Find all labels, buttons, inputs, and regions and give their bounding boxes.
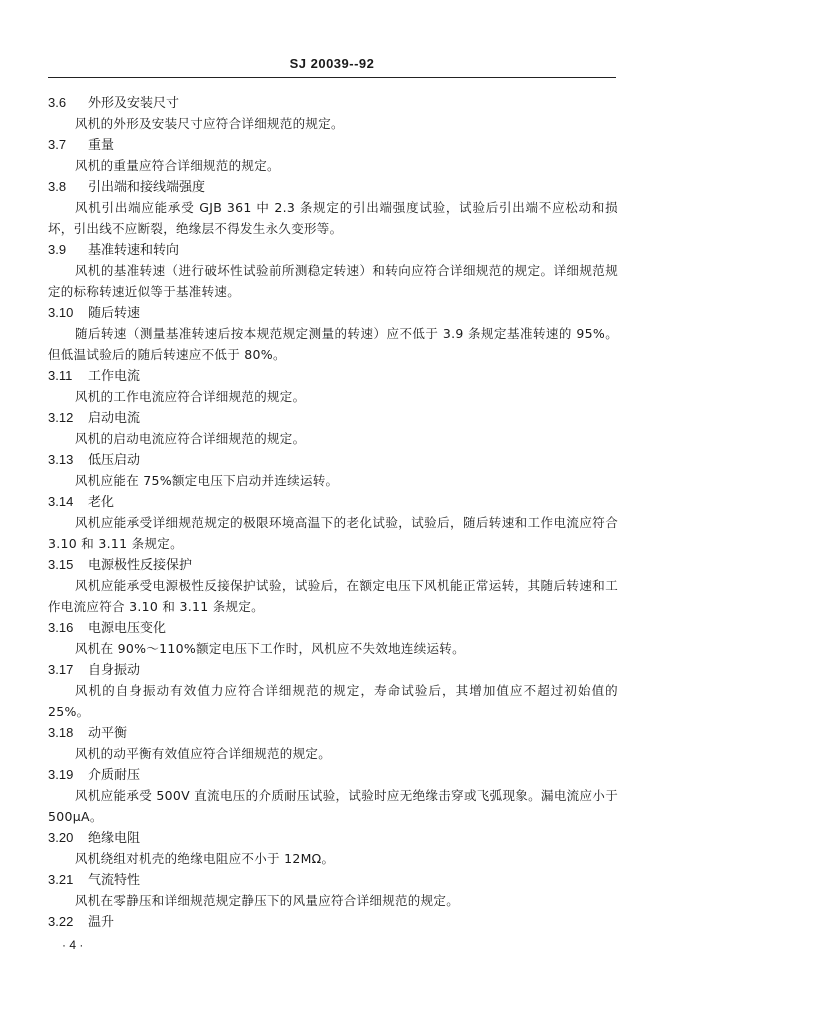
section bbox=[48, 491, 618, 554]
section-paragraph: 风机的自身振动有效值力应符合详细规范的规定，寿命试验后，其增加值应不超过初始值的 25%。 bbox=[48, 683, 618, 719]
section bbox=[48, 722, 618, 764]
section-paragraph: 风机应能在 75%额定电压下启动并连续运转。 bbox=[75, 473, 339, 488]
section bbox=[48, 407, 618, 449]
section bbox=[48, 764, 618, 827]
section-title: 介质耐压 bbox=[88, 768, 141, 783]
section-title: 老化 bbox=[88, 495, 115, 510]
section-number: 3.21 bbox=[48, 872, 74, 887]
section-heading bbox=[48, 92, 618, 113]
section-number: 3.9 bbox=[48, 242, 67, 257]
section bbox=[48, 827, 618, 869]
section bbox=[48, 869, 618, 911]
section-title: 绝缘电阻 bbox=[88, 831, 141, 846]
section-number: 3.22 bbox=[48, 914, 74, 929]
section-paragraph: 风机应能承受电源极性反接保护试验，试验后，在额定电压下风机能正常运转，其随后转速和工作电流应符合 3.10 和 3.11 条规定。 bbox=[48, 578, 618, 614]
section bbox=[48, 134, 618, 176]
section-title: 电源电压变化 bbox=[88, 621, 167, 636]
section-paragraph: 风机引出端应能承受 GJB 361 中 2.3 条规定的引出端强度试验，试验后引出端不应松动和损坏，引出线不应断裂，绝缘层不得发生永久变形等。 bbox=[48, 200, 618, 236]
section-paragraph: 风机在 90%～110%额定电压下工作时，风机应不失效地连续运转。 bbox=[75, 641, 465, 656]
section bbox=[48, 449, 618, 491]
section-number: 3.19 bbox=[48, 767, 74, 782]
section-number: 3.8 bbox=[48, 179, 67, 194]
section-title: 低压启动 bbox=[88, 453, 141, 468]
section-number: 3.7 bbox=[48, 137, 67, 152]
section-heading bbox=[48, 365, 618, 386]
section-paragraph: 风机应能承受详细规范规定的极限环境高温下的老化试验，试验后，随后转速和工作电流应符合 3.10 和 3.11 条规定。 bbox=[48, 515, 618, 551]
section bbox=[48, 554, 618, 617]
section-paragraph: 风机的动平衡有效值应符合详细规范的规定。 bbox=[75, 746, 332, 761]
section-title: 随后转速 bbox=[88, 306, 141, 321]
section-number: 3.11 bbox=[48, 368, 73, 383]
section-paragraph: 风机的外形及安装尺寸应符合详细规范的规定。 bbox=[75, 116, 344, 131]
section bbox=[48, 659, 618, 722]
section bbox=[48, 302, 618, 365]
section bbox=[48, 617, 618, 659]
section-title: 引出端和接线端强度 bbox=[88, 180, 206, 195]
section bbox=[48, 92, 618, 134]
section-heading bbox=[48, 659, 618, 680]
section-number: 3.15 bbox=[48, 557, 74, 572]
section-heading bbox=[48, 869, 618, 890]
section-heading bbox=[48, 176, 618, 197]
section-paragraph: 随后转速（测量基准转速后按本规范规定测量的转速）应不低于 3.9 条规定基准转速的 95%。但低温试验后的随后转速应不低于 80%。 bbox=[48, 326, 618, 362]
section-paragraph: 风机在零静压和详细规范规定静压下的风量应符合详细规范的规定。 bbox=[75, 893, 460, 908]
section-heading bbox=[48, 491, 618, 512]
section-number: 3.17 bbox=[48, 662, 74, 677]
header-rule bbox=[48, 77, 616, 78]
section-number: 3.6 bbox=[48, 95, 67, 110]
section-heading bbox=[48, 239, 618, 260]
section bbox=[48, 176, 618, 239]
section bbox=[48, 239, 618, 302]
section-title: 重量 bbox=[88, 138, 115, 153]
section bbox=[48, 365, 618, 407]
standard-code-header: SJ 20039--92 bbox=[289, 56, 375, 71]
section-number: 3.10 bbox=[48, 305, 74, 320]
section-title: 工作电流 bbox=[88, 369, 141, 384]
section-title: 基准转速和转向 bbox=[88, 243, 180, 258]
section-number: 3.14 bbox=[48, 494, 74, 509]
section-paragraph: 风机绕组对机壳的绝缘电阻应不小于 12MΩ。 bbox=[75, 851, 335, 866]
section-heading bbox=[48, 554, 618, 575]
section-paragraph: 风机的重量应符合详细规范的规定。 bbox=[75, 158, 280, 173]
section-title: 电源极性反接保护 bbox=[88, 558, 193, 573]
section-title: 温升 bbox=[88, 915, 115, 930]
page-number: · 4 · bbox=[62, 938, 84, 952]
section-paragraph: 风机的基准转速（进行破坏性试验前所测稳定转速）和转向应符合详细规范的规定。详细规范规定的标称转速近似等于基准转速。 bbox=[48, 263, 618, 299]
section-heading bbox=[48, 407, 618, 428]
section-number: 3.20 bbox=[48, 830, 74, 845]
section-heading bbox=[48, 764, 618, 785]
section-number: 3.12 bbox=[48, 410, 74, 425]
section-heading bbox=[48, 722, 618, 743]
section-heading bbox=[48, 449, 618, 470]
section-heading bbox=[48, 911, 618, 932]
section-number: 3.18 bbox=[48, 725, 74, 740]
section-paragraph: 风机应能承受 500V 直流电压的介质耐压试验，试验时应无绝缘击穿或飞弧现象。漏电流应小于 500μA。 bbox=[48, 788, 618, 824]
section-title: 外形及安装尺寸 bbox=[88, 96, 180, 111]
section-number: 3.16 bbox=[48, 620, 74, 635]
section-title: 气流特性 bbox=[88, 873, 141, 888]
section-paragraph: 风机的工作电流应符合详细规范的规定。 bbox=[75, 389, 306, 404]
section-heading bbox=[48, 617, 618, 638]
section-number: 3.13 bbox=[48, 452, 74, 467]
section-title: 启动电流 bbox=[88, 411, 141, 426]
document-body bbox=[48, 92, 618, 932]
section-title: 动平衡 bbox=[88, 726, 128, 741]
section bbox=[48, 911, 618, 932]
section-title: 自身振动 bbox=[88, 663, 141, 678]
section-heading bbox=[48, 134, 618, 155]
section-paragraph: 风机的启动电流应符合详细规范的规定。 bbox=[75, 431, 306, 446]
section-heading bbox=[48, 302, 618, 323]
section-heading bbox=[48, 827, 618, 848]
